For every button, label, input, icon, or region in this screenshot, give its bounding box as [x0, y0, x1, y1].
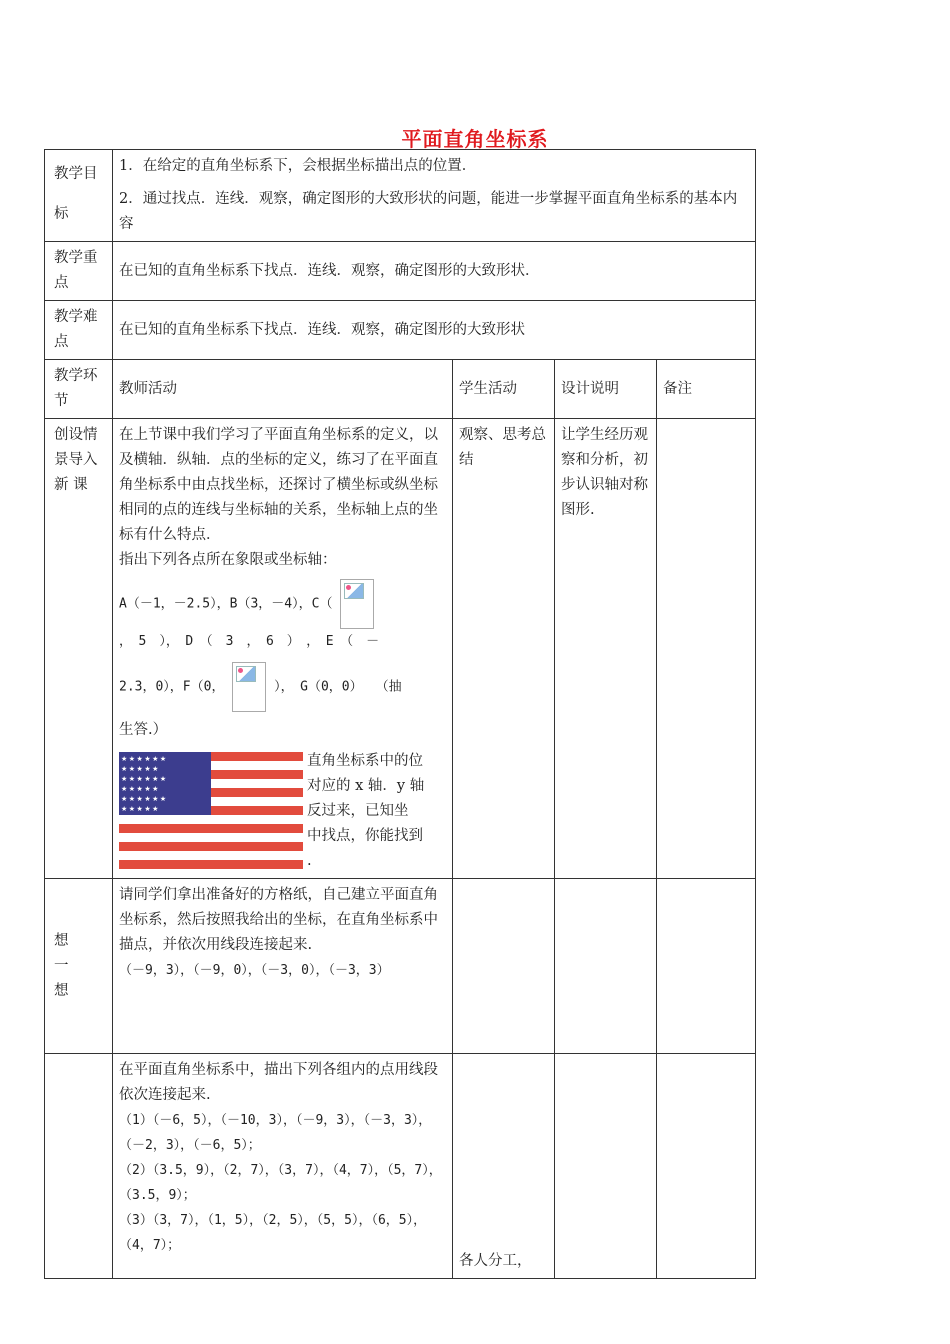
- row-key: [45, 242, 756, 301]
- section3-note: [657, 1054, 756, 1279]
- section3-group-2: （2）（3.5，9），（2，7），（3，7），（4，7），（5，7），（3.5，9）；: [119, 1163, 442, 1203]
- section1-design: 让学生经历观察和分析，初步认识轴对称图形.: [555, 419, 657, 879]
- wrap-line-5: .: [307, 853, 312, 869]
- stage-char-3: 想: [54, 982, 69, 999]
- points-text-3b: ）， G（0，0） （抽: [274, 679, 402, 695]
- section3-group-1: （1）（－6，5），（－10，3），（－9，3），（－3，3），（－2，3），（－6，5）；: [119, 1113, 432, 1153]
- section3-teacher: [113, 1054, 453, 1279]
- section1-teacher: [113, 419, 453, 879]
- points-text-1: A（－1，－2.5），B（3，－4），C（: [119, 596, 333, 612]
- section3-student: [453, 1054, 555, 1279]
- header-student: 学生活动: [453, 360, 555, 419]
- key-label: 教学重点: [45, 242, 113, 301]
- section2-design: [555, 879, 657, 1054]
- section1-student: 观察、思考总结: [453, 419, 555, 879]
- key-text: 在已知的直角坐标系下找点．连线．观察，确定图形的大致形状．: [113, 242, 756, 301]
- page-title: 平面直角坐标系: [401, 127, 549, 151]
- header-note: 备注: [657, 360, 756, 419]
- flag-image: [119, 752, 303, 872]
- row-difficulty: [45, 301, 756, 360]
- section2-coords: （－9，3），（－9，0），（－3，0），（－3，3）: [119, 963, 390, 978]
- difficulty-label: 教学难点: [45, 301, 113, 360]
- stage-char-2: 一: [54, 957, 69, 974]
- section3-text: 在平面直角坐标系中，描出下列各组内的点用线段依次连接起来.: [119, 1062, 438, 1103]
- row-section-2: [45, 879, 756, 1054]
- section2-teacher: [113, 879, 453, 1054]
- section3-stage: [45, 1054, 113, 1279]
- section3-group-3: （3）（3，7），（1，5），（2，5），（5，5），（6，5），（4，7）；: [119, 1213, 427, 1253]
- broken-image-icon: [232, 662, 266, 712]
- stars-canton: ★★★★★★ ★★★★★ ★★★★★★ ★★★★★ ★★★★★★ ★★★★★: [119, 752, 211, 815]
- points-text-3a: 2.3，0），F（0，: [119, 679, 225, 695]
- row-header: [45, 360, 756, 419]
- difficulty-text: 在已知的直角坐标系下找点．连线．观察，确定图形的大致形状: [113, 301, 756, 360]
- stage-char-1: 想: [54, 932, 69, 949]
- section3-student-text: 各人分工，: [459, 1253, 532, 1269]
- header-stage: 教学环节: [45, 360, 113, 419]
- points-line-1: [119, 579, 446, 629]
- section1-note: [657, 419, 756, 879]
- wrap-line-4: 中找点，你能找到: [307, 828, 423, 844]
- goal-item-2: 2．通过找点．连线．观察，确定图形的大致形状的问题，能进一步掌握平面直角坐标系的基本内容: [119, 191, 738, 232]
- broken-image-icon: [340, 579, 374, 629]
- section2-text: 请同学们拿出准备好的方格纸，自己建立平面直角坐标系，然后按照我给出的坐标，在直角坐标系中描点，并依次用线段连接起来.: [119, 887, 438, 953]
- goal-label: 教学目标: [54, 166, 98, 222]
- row-goal: [45, 150, 756, 242]
- flag-paragraph: [119, 749, 446, 874]
- row-section-3: [45, 1054, 756, 1279]
- header-design: 设计说明: [555, 360, 657, 419]
- points-line-4: 生答.）: [119, 722, 168, 738]
- section2-stage: [45, 879, 113, 1054]
- wrap-line-1: 直角坐标系中的位: [307, 753, 423, 769]
- goal-item-1: 1．在给定的直角坐标系下，会根据坐标描出点的位置．: [119, 158, 477, 174]
- row-section-1: [45, 419, 756, 879]
- wrap-line-3: 反过来，已知坐: [307, 803, 409, 819]
- points-line-2: ， 5 ）， D （ 3 ， 6 ） ， E （ －: [119, 634, 380, 649]
- section1-stage: 创设情景导入新 课: [45, 419, 113, 879]
- wrap-line-2: 对应的 x 轴．y 轴: [307, 778, 425, 794]
- lesson-plan-table: [44, 149, 756, 1279]
- section1-intro: 在上节课中我们学习了平面直角坐标系的定义，以及横轴．纵轴．点的坐标的定义，练习了在平面直角坐标系中由点找坐标，还探讨了横坐标或纵坐标相同的点的连线与坐标轴的关系，坐标轴上点的坐标有什么特点．: [119, 427, 438, 543]
- goal-text-cell: [113, 150, 756, 242]
- section2-student: [453, 879, 555, 1054]
- goal-label-cell: [45, 150, 113, 242]
- points-line-3: [119, 662, 446, 712]
- section3-design: [555, 1054, 657, 1279]
- section2-note: [657, 879, 756, 1054]
- header-teacher: 教师活动: [113, 360, 453, 419]
- section1-ask: 指出下列各点所在象限或坐标轴：: [119, 552, 337, 568]
